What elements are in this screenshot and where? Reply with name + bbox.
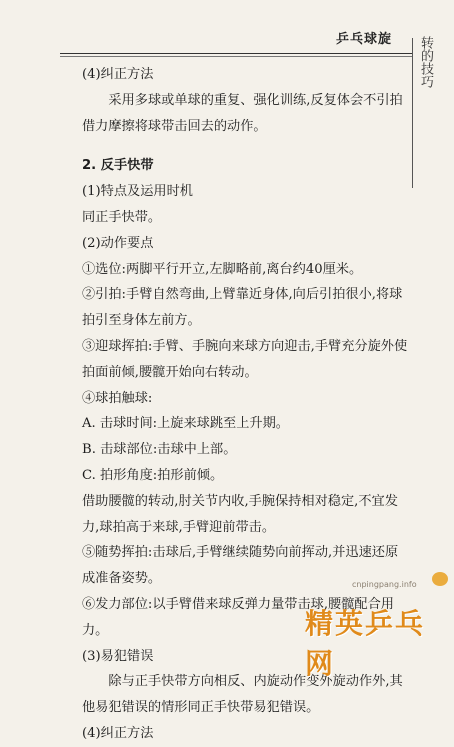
paragraph: 除与正手快带方向相反、内旋动作变外旋动作外,其他易犯错误的情形同正手快带易犯错误。 — [82, 674, 403, 716]
list-item: ②引拍:手臂自然弯曲,上臂靠近身体,向后引拍很小,将球拍引至身体左前方。 — [82, 287, 403, 329]
subheading-correction: (4)纠正方法 — [82, 67, 154, 82]
paragraph: 采用多球或单球的重复、强化训练,反复体会不引拍借力摩擦将球带击回去的动作。 — [82, 92, 403, 134]
section-heading: 2. 反手快带 — [82, 158, 154, 174]
list-item: ⑥发力部位:以手臂借来球反弹力量带击球,腰髋配合用力。 — [82, 596, 394, 638]
list-item: ①选位:两脚平行开立,左脚略前,离台约40厘米。 — [82, 261, 363, 277]
list-item: ③迎球挥拍:手臂、手腕向来球方向迎击,手臂充分旋外使拍面前倾,腰髋开始向右转动。 — [82, 338, 408, 380]
subheading-correction: (4)纠正方法 — [82, 725, 154, 741]
paragraph: 借助腰髋的转动,肘关节内收,手腕保持相对稳定,不宜发力,球拍高于来球,手臂迎前带击。 — [82, 493, 398, 535]
list-item: B. 击球部位:击球中上部。 — [82, 442, 237, 458]
page-number-marker — [432, 572, 448, 586]
side-header-text: 转的技巧 — [418, 36, 433, 88]
watermark-url: cnpingpang.info — [352, 580, 417, 589]
subheading-features: (1)特点及运用时机 — [82, 184, 193, 200]
subheading-errors: (3)易犯错误 — [82, 648, 154, 664]
paragraph: 同正手快带。 — [82, 209, 162, 225]
list-item: A. 击球时间:上旋来球跳至上升期。 — [82, 416, 289, 432]
subheading-key-points: (2)动作要点 — [82, 235, 154, 251]
watermark-logo: 精英乒乓网 — [305, 607, 426, 680]
header-rule-secondary — [60, 56, 412, 57]
list-item: ⑤随势挥拍:击球后,手臂继续随势向前挥动,并迅速还原成准备姿势。 — [82, 545, 399, 587]
side-rule — [412, 38, 413, 188]
list-item: ④球拍触球: — [82, 390, 153, 406]
header-rule — [60, 53, 412, 54]
running-header-title: 乒乓球旋 — [336, 32, 393, 47]
list-item: C. 拍形角度:拍形前倾。 — [82, 467, 224, 483]
